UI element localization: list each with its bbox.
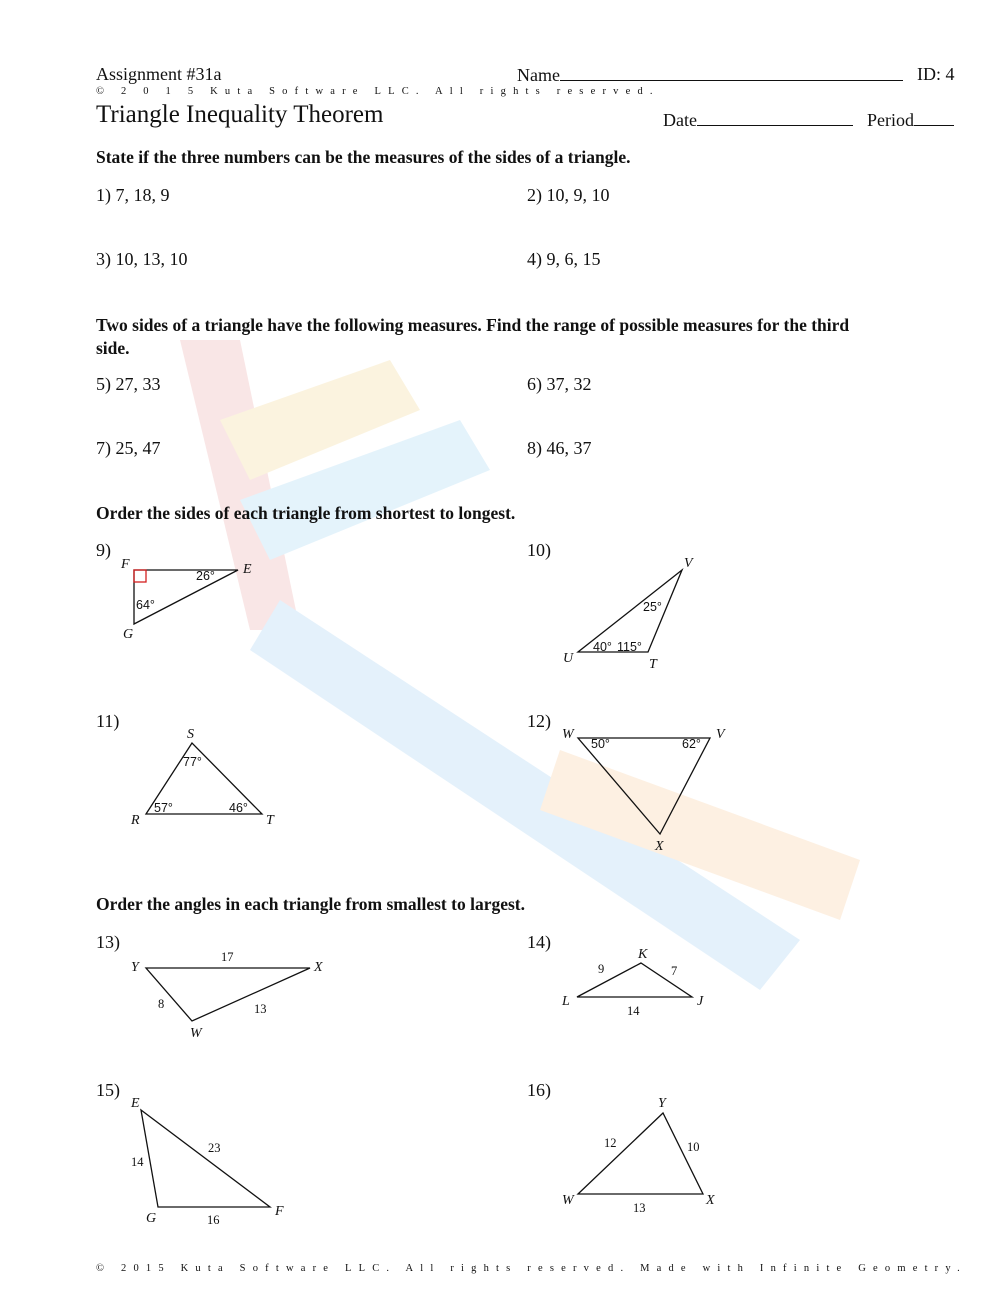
problem-13: 13) xyxy=(96,932,120,952)
vertex-label: F xyxy=(275,1204,284,1219)
assignment-label: Assignment #31a xyxy=(96,64,222,84)
vertex-label: G xyxy=(123,627,134,642)
triangle-16-shape xyxy=(578,1113,703,1194)
vertex-label: J xyxy=(697,994,704,1009)
angle-label: 64° xyxy=(136,598,155,612)
name-label: Name xyxy=(517,65,560,85)
vertex-label: T xyxy=(266,813,274,828)
problem-2: 2) 10, 9, 10 xyxy=(527,185,610,205)
vertex-label: T xyxy=(649,657,657,672)
vertex-label: G xyxy=(146,1211,157,1226)
vertex-label: E xyxy=(243,562,252,577)
vertex-label: Y xyxy=(658,1096,666,1111)
problem-5: 5) 27, 33 xyxy=(96,374,161,394)
header-copyright: © 2 0 1 5 Kuta Software LLC. All rights reserved. xyxy=(96,86,660,97)
angle-label: 57° xyxy=(154,801,173,815)
vertex-label: K xyxy=(638,947,648,962)
vertex-label: Y xyxy=(131,960,139,975)
problem-14: 14) xyxy=(527,932,551,952)
angle-label: 115° xyxy=(617,640,642,654)
side-label: 16 xyxy=(207,1213,220,1227)
side-label: 14 xyxy=(627,1004,640,1018)
problem-7: 7) 25, 47 xyxy=(96,438,161,458)
side-label: 17 xyxy=(221,950,234,964)
vertex-label: X xyxy=(655,839,664,854)
problem-12: 12) xyxy=(527,711,551,731)
problem-3: 3) 10, 13, 10 xyxy=(96,249,188,269)
vertex-label: X xyxy=(706,1193,715,1208)
angle-label: 26° xyxy=(196,569,215,583)
side-label: 13 xyxy=(633,1201,646,1215)
vertex-label: W xyxy=(562,1193,574,1208)
problem-1: 1) 7, 18, 9 xyxy=(96,185,170,205)
vertex-label: E xyxy=(131,1096,140,1111)
side-label: 13 xyxy=(254,1002,267,1016)
date-label: Date xyxy=(663,110,697,130)
vertex-label: L xyxy=(562,994,570,1009)
side-label: 14 xyxy=(131,1155,144,1169)
section-instruction-4: Order the angles in each triangle from smallest to largest. xyxy=(96,894,525,914)
angle-label: 25° xyxy=(643,600,662,614)
vertex-label: F xyxy=(121,557,130,572)
side-label: 9 xyxy=(598,962,605,976)
id-label: ID: 4 xyxy=(917,64,955,84)
problem-8: 8) 46, 37 xyxy=(527,438,592,458)
page-title: Triangle Inequality Theorem xyxy=(96,101,384,128)
problem-16: 16) xyxy=(527,1080,551,1100)
problem-15: 15) xyxy=(96,1080,120,1100)
problem-10: 10) xyxy=(527,540,551,560)
problem-6: 6) 37, 32 xyxy=(527,374,592,394)
vertex-label: W xyxy=(190,1026,202,1041)
vertex-label: V xyxy=(716,727,725,742)
side-label: 8 xyxy=(158,997,165,1011)
angle-label: 40° xyxy=(593,640,612,654)
section-instruction-1: State if the three numbers can be the measures of the sides of a triangle. xyxy=(96,147,631,167)
problem-11: 11) xyxy=(96,711,120,731)
side-label: 7 xyxy=(671,964,678,978)
footer-copyright: © 2015 Kuta Software LLC. All rights reserved. Made with Infinite Geometry. xyxy=(96,1263,967,1274)
angle-label: 46° xyxy=(229,801,248,815)
vertex-label: U xyxy=(563,651,574,666)
vertex-label: W xyxy=(562,727,574,742)
side-label: 10 xyxy=(687,1140,700,1154)
angle-label: 50° xyxy=(591,737,610,751)
vertex-label: V xyxy=(684,556,693,571)
side-label: 12 xyxy=(604,1136,617,1150)
section-instruction-2: Two sides of a triangle have the following measures. Find the range of possible measures for the third side. xyxy=(96,315,850,358)
side-label: 23 xyxy=(208,1141,221,1155)
vertex-label: X xyxy=(314,960,323,975)
angle-label: 77° xyxy=(183,755,202,769)
vertex-label: S xyxy=(187,727,194,742)
problem-9: 9) xyxy=(96,540,111,560)
section-instruction-3: Order the sides of each triangle from shortest to longest. xyxy=(96,503,516,523)
vertex-label: R xyxy=(131,813,140,828)
angle-label: 62° xyxy=(682,737,701,751)
problem-4: 4) 9, 6, 15 xyxy=(527,249,601,269)
period-label: Period xyxy=(867,110,914,130)
